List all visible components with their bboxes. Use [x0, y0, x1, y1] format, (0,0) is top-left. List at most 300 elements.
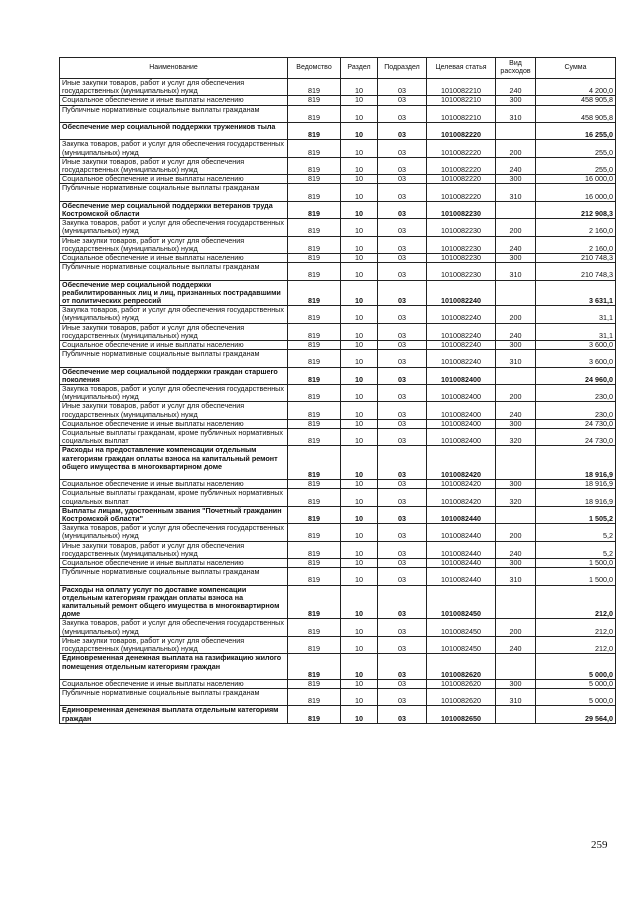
- cell-department: 819: [288, 585, 341, 619]
- cell-department: 819: [288, 219, 341, 236]
- cell-expense-type: 240: [496, 402, 536, 419]
- table-row: [60, 385, 616, 402]
- cell-subsection: 03: [378, 175, 427, 184]
- cell-subsection: 03: [378, 402, 427, 419]
- cell-name: Публичные нормативные социальные выплаты гражданам: [60, 263, 288, 280]
- cell-name: Закупка товаров, работ и услуг для обеспечения государственных (муниципальных) нужд: [60, 619, 288, 636]
- table-row: [60, 506, 616, 523]
- cell-target-article: 1010082620: [427, 654, 496, 680]
- cell-subsection: 03: [378, 323, 427, 340]
- cell-amount: 31,1: [536, 306, 616, 323]
- cell-department: 819: [288, 679, 341, 688]
- cell-target-article: 1010082450: [427, 636, 496, 653]
- cell-subsection: 03: [378, 506, 427, 523]
- cell-subsection: 03: [378, 184, 427, 201]
- table-header-row: [60, 58, 616, 79]
- cell-target-article: 1010082620: [427, 689, 496, 706]
- cell-section: 10: [341, 350, 378, 367]
- cell-name: Социальное обеспечение и иные выплаты населению: [60, 559, 288, 568]
- cell-target-article: 1010082420: [427, 446, 496, 480]
- cell-expense-type: 200: [496, 385, 536, 402]
- cell-section: 10: [341, 706, 378, 723]
- cell-subsection: 03: [378, 341, 427, 350]
- cell-section: 10: [341, 123, 378, 140]
- cell-section: 10: [341, 263, 378, 280]
- table-row: [60, 446, 616, 480]
- cell-target-article: 1010082230: [427, 201, 496, 218]
- cell-amount: 1 505,2: [536, 506, 616, 523]
- cell-name: Обеспечение мер социальной поддержки реабилитированных лиц и лиц, признанных пострадавшими от политических репрессий: [60, 280, 288, 306]
- cell-name: Социальное обеспечение и иные выплаты населению: [60, 175, 288, 184]
- cell-target-article: 1010082240: [427, 323, 496, 340]
- cell-expense-type: [496, 446, 536, 480]
- header-amount: Сумма: [536, 58, 616, 79]
- cell-name: Единовременная денежная выплата на газификацию жилого помещения отдельным категориям граждан: [60, 654, 288, 680]
- cell-amount: 24 730,0: [536, 429, 616, 446]
- cell-section: 10: [341, 175, 378, 184]
- cell-amount: 5,2: [536, 524, 616, 541]
- cell-section: 10: [341, 446, 378, 480]
- cell-name: Расходы на оплату услуг по доставке компенсации отдельным категориям граждан оплаты взноса на капитальный ремонт общего имущества в многоквартирном доме: [60, 585, 288, 619]
- cell-subsection: 03: [378, 568, 427, 585]
- cell-name: Закупка товаров, работ и услуг для обеспечения государственных (муниципальных) нужд: [60, 385, 288, 402]
- cell-target-article: 1010082240: [427, 306, 496, 323]
- cell-section: 10: [341, 201, 378, 218]
- cell-section: 10: [341, 689, 378, 706]
- cell-section: 10: [341, 254, 378, 263]
- cell-subsection: 03: [378, 79, 427, 96]
- cell-department: 819: [288, 184, 341, 201]
- cell-section: 10: [341, 402, 378, 419]
- table-row: [60, 123, 616, 140]
- cell-subsection: 03: [378, 157, 427, 174]
- table-row: [60, 654, 616, 680]
- table-row: [60, 689, 616, 706]
- cell-department: 819: [288, 619, 341, 636]
- cell-amount: 212 908,3: [536, 201, 616, 218]
- cell-amount: 458 905,8: [536, 96, 616, 105]
- cell-department: 819: [288, 341, 341, 350]
- cell-name: Публичные нормативные социальные выплаты гражданам: [60, 350, 288, 367]
- cell-amount: 255,0: [536, 157, 616, 174]
- cell-amount: 1 500,0: [536, 559, 616, 568]
- cell-name: Расходы на предоставление компенсации отдельным категориям граждан оплаты взноса на капитальный ремонт общего имущества в многоквартирном доме: [60, 446, 288, 480]
- cell-name: Иные закупки товаров, работ и услуг для обеспечения государственных (муниципальных) нужд: [60, 636, 288, 653]
- cell-target-article: 1010082240: [427, 341, 496, 350]
- cell-expense-type: 200: [496, 140, 536, 157]
- table-row: [60, 568, 616, 585]
- cell-expense-type: 300: [496, 254, 536, 263]
- cell-name: Закупка товаров, работ и услуг для обеспечения государственных (муниципальных) нужд: [60, 524, 288, 541]
- cell-expense-type: 200: [496, 619, 536, 636]
- header-section: Раздел: [341, 58, 378, 79]
- cell-amount: 212,0: [536, 585, 616, 619]
- cell-target-article: 1010082420: [427, 489, 496, 506]
- cell-expense-type: 300: [496, 96, 536, 105]
- cell-department: 819: [288, 140, 341, 157]
- cell-section: 10: [341, 280, 378, 306]
- table-row: [60, 585, 616, 619]
- cell-section: 10: [341, 429, 378, 446]
- cell-target-article: 1010082440: [427, 568, 496, 585]
- cell-amount: 2 160,0: [536, 219, 616, 236]
- cell-amount: 2 160,0: [536, 236, 616, 253]
- cell-name: Социальные выплаты гражданам, кроме публичных нормативных социальных выплат: [60, 489, 288, 506]
- cell-name: Иные закупки товаров, работ и услуг для обеспечения государственных (муниципальных) нужд: [60, 323, 288, 340]
- cell-department: 819: [288, 350, 341, 367]
- cell-section: 10: [341, 157, 378, 174]
- table-row: [60, 236, 616, 253]
- table-row: [60, 105, 616, 122]
- cell-target-article: 1010082440: [427, 559, 496, 568]
- cell-target-article: 1010082400: [427, 367, 496, 384]
- cell-target-article: 1010082400: [427, 429, 496, 446]
- table-row: [60, 263, 616, 280]
- cell-amount: 24 960,0: [536, 367, 616, 384]
- cell-amount: 16 000,0: [536, 184, 616, 201]
- cell-target-article: 1010082230: [427, 219, 496, 236]
- cell-section: 10: [341, 480, 378, 489]
- cell-section: 10: [341, 636, 378, 653]
- cell-subsection: 03: [378, 489, 427, 506]
- cell-expense-type: 320: [496, 429, 536, 446]
- cell-amount: 3 600,0: [536, 350, 616, 367]
- cell-name: Социальные выплаты гражданам, кроме публичных нормативных социальных выплат: [60, 429, 288, 446]
- cell-target-article: 1010082230: [427, 263, 496, 280]
- header-subsection: Подраздел: [378, 58, 427, 79]
- cell-target-article: 1010082420: [427, 480, 496, 489]
- cell-name: Закупка товаров, работ и услуг для обеспечения государственных (муниципальных) нужд: [60, 140, 288, 157]
- cell-amount: 458 905,8: [536, 105, 616, 122]
- cell-expense-type: [496, 654, 536, 680]
- cell-name: Выплаты лицам, удостоенным звания "Почетный гражданин Костромской области": [60, 506, 288, 523]
- table-row: [60, 402, 616, 419]
- cell-expense-type: [496, 585, 536, 619]
- cell-amount: 29 564,0: [536, 706, 616, 723]
- cell-expense-type: 310: [496, 350, 536, 367]
- cell-subsection: 03: [378, 254, 427, 263]
- cell-department: 819: [288, 706, 341, 723]
- cell-target-article: 1010082230: [427, 254, 496, 263]
- cell-section: 10: [341, 585, 378, 619]
- cell-amount: 3 600,0: [536, 341, 616, 350]
- cell-subsection: 03: [378, 559, 427, 568]
- cell-expense-type: [496, 506, 536, 523]
- table-row: [60, 201, 616, 218]
- table-row: [60, 280, 616, 306]
- cell-department: 819: [288, 306, 341, 323]
- cell-expense-type: 310: [496, 184, 536, 201]
- cell-expense-type: [496, 201, 536, 218]
- cell-name: Иные закупки товаров, работ и услуг для обеспечения государственных (муниципальных) нужд: [60, 157, 288, 174]
- cell-section: 10: [341, 568, 378, 585]
- cell-section: 10: [341, 654, 378, 680]
- table-row: [60, 419, 616, 428]
- cell-expense-type: 300: [496, 679, 536, 688]
- cell-section: 10: [341, 184, 378, 201]
- cell-expense-type: [496, 123, 536, 140]
- cell-subsection: 03: [378, 123, 427, 140]
- cell-department: 819: [288, 559, 341, 568]
- cell-section: 10: [341, 419, 378, 428]
- cell-department: 819: [288, 236, 341, 253]
- cell-department: 819: [288, 489, 341, 506]
- cell-expense-type: 240: [496, 157, 536, 174]
- table-row: [60, 175, 616, 184]
- cell-section: 10: [341, 341, 378, 350]
- table-row: [60, 341, 616, 350]
- cell-subsection: 03: [378, 350, 427, 367]
- table-row: [60, 254, 616, 263]
- cell-section: 10: [341, 306, 378, 323]
- cell-department: 819: [288, 367, 341, 384]
- cell-expense-type: 240: [496, 636, 536, 653]
- cell-department: 819: [288, 524, 341, 541]
- cell-subsection: 03: [378, 280, 427, 306]
- cell-department: 819: [288, 105, 341, 122]
- table-row: [60, 184, 616, 201]
- cell-amount: 18 916,9: [536, 480, 616, 489]
- table-row: [60, 706, 616, 723]
- table-row: [60, 96, 616, 105]
- cell-target-article: 1010082400: [427, 402, 496, 419]
- cell-amount: 212,0: [536, 619, 616, 636]
- cell-department: 819: [288, 541, 341, 558]
- cell-expense-type: 310: [496, 689, 536, 706]
- table-row: [60, 636, 616, 653]
- cell-amount: 5 000,0: [536, 654, 616, 680]
- cell-expense-type: 200: [496, 219, 536, 236]
- cell-subsection: 03: [378, 236, 427, 253]
- cell-section: 10: [341, 524, 378, 541]
- table-row: [60, 524, 616, 541]
- cell-section: 10: [341, 236, 378, 253]
- cell-amount: 5,2: [536, 541, 616, 558]
- cell-subsection: 03: [378, 480, 427, 489]
- table-row: [60, 140, 616, 157]
- cell-subsection: 03: [378, 446, 427, 480]
- cell-amount: 1 500,0: [536, 568, 616, 585]
- cell-amount: 24 730,0: [536, 419, 616, 428]
- cell-amount: 18 916,9: [536, 446, 616, 480]
- cell-department: 819: [288, 419, 341, 428]
- cell-amount: 3 631,1: [536, 280, 616, 306]
- cell-name: Закупка товаров, работ и услуг для обеспечения государственных (муниципальных) нужд: [60, 306, 288, 323]
- header-name: Наименование: [60, 58, 288, 79]
- cell-department: 819: [288, 201, 341, 218]
- cell-department: 819: [288, 568, 341, 585]
- cell-target-article: 1010082440: [427, 541, 496, 558]
- cell-target-article: 1010082620: [427, 679, 496, 688]
- cell-department: 819: [288, 402, 341, 419]
- cell-target-article: 1010082240: [427, 280, 496, 306]
- cell-section: 10: [341, 489, 378, 506]
- table-row: [60, 679, 616, 688]
- cell-name: Социальное обеспечение и иные выплаты населению: [60, 480, 288, 489]
- cell-department: 819: [288, 263, 341, 280]
- table-row: [60, 79, 616, 96]
- table-row: [60, 559, 616, 568]
- cell-subsection: 03: [378, 524, 427, 541]
- cell-expense-type: 200: [496, 524, 536, 541]
- table-row: [60, 429, 616, 446]
- cell-expense-type: 300: [496, 559, 536, 568]
- cell-name: Публичные нормативные социальные выплаты гражданам: [60, 105, 288, 122]
- cell-department: 819: [288, 175, 341, 184]
- cell-target-article: 1010082220: [427, 123, 496, 140]
- cell-department: 819: [288, 506, 341, 523]
- cell-department: 819: [288, 280, 341, 306]
- cell-subsection: 03: [378, 306, 427, 323]
- cell-subsection: 03: [378, 219, 427, 236]
- cell-target-article: 1010082450: [427, 585, 496, 619]
- cell-subsection: 03: [378, 429, 427, 446]
- cell-department: 819: [288, 79, 341, 96]
- cell-section: 10: [341, 79, 378, 96]
- cell-subsection: 03: [378, 654, 427, 680]
- cell-expense-type: 310: [496, 105, 536, 122]
- cell-expense-type: 320: [496, 489, 536, 506]
- cell-subsection: 03: [378, 619, 427, 636]
- cell-target-article: 1010082240: [427, 350, 496, 367]
- cell-department: 819: [288, 123, 341, 140]
- cell-section: 10: [341, 96, 378, 105]
- table-row: [60, 619, 616, 636]
- cell-target-article: 1010082210: [427, 79, 496, 96]
- cell-amount: 210 748,3: [536, 254, 616, 263]
- cell-name: Иные закупки товаров, работ и услуг для обеспечения государственных (муниципальных) нужд: [60, 402, 288, 419]
- cell-subsection: 03: [378, 201, 427, 218]
- cell-name: Социальное обеспечение и иные выплаты населению: [60, 254, 288, 263]
- cell-subsection: 03: [378, 679, 427, 688]
- cell-name: Обеспечение мер социальной поддержки граждан старшего поколения: [60, 367, 288, 384]
- cell-section: 10: [341, 619, 378, 636]
- table-body: [60, 79, 616, 724]
- cell-expense-type: 310: [496, 263, 536, 280]
- cell-subsection: 03: [378, 263, 427, 280]
- cell-name: Социальное обеспечение и иные выплаты населению: [60, 96, 288, 105]
- page-number: 259: [591, 839, 608, 851]
- table-row: [60, 480, 616, 489]
- cell-department: 819: [288, 480, 341, 489]
- header-expense-type: Вид расходов: [496, 58, 536, 79]
- cell-target-article: 1010082650: [427, 706, 496, 723]
- cell-department: 819: [288, 254, 341, 263]
- cell-subsection: 03: [378, 706, 427, 723]
- cell-target-article: 1010082400: [427, 419, 496, 428]
- cell-subsection: 03: [378, 385, 427, 402]
- cell-expense-type: 300: [496, 480, 536, 489]
- cell-expense-type: 310: [496, 568, 536, 585]
- cell-target-article: 1010082440: [427, 506, 496, 523]
- cell-name: Публичные нормативные социальные выплаты гражданам: [60, 689, 288, 706]
- cell-name: Единовременная денежная выплата отдельным категориям граждан: [60, 706, 288, 723]
- cell-amount: 4 200,0: [536, 79, 616, 96]
- cell-amount: 230,0: [536, 402, 616, 419]
- cell-amount: 16 255,0: [536, 123, 616, 140]
- table-row: [60, 323, 616, 340]
- cell-section: 10: [341, 105, 378, 122]
- cell-department: 819: [288, 446, 341, 480]
- cell-target-article: 1010082220: [427, 157, 496, 174]
- cell-expense-type: 300: [496, 419, 536, 428]
- cell-section: 10: [341, 385, 378, 402]
- budget-table: [59, 57, 616, 724]
- cell-department: 819: [288, 636, 341, 653]
- cell-target-article: 1010082220: [427, 184, 496, 201]
- cell-amount: 230,0: [536, 385, 616, 402]
- cell-section: 10: [341, 679, 378, 688]
- cell-name: Обеспечение мер социальной поддержки ветеранов труда Костромской области: [60, 201, 288, 218]
- cell-subsection: 03: [378, 541, 427, 558]
- cell-section: 10: [341, 323, 378, 340]
- table-row: [60, 367, 616, 384]
- cell-subsection: 03: [378, 105, 427, 122]
- table-row: [60, 306, 616, 323]
- cell-name: Публичные нормативные социальные выплаты гражданам: [60, 568, 288, 585]
- cell-section: 10: [341, 219, 378, 236]
- cell-target-article: 1010082400: [427, 385, 496, 402]
- cell-target-article: 1010082220: [427, 140, 496, 157]
- cell-section: 10: [341, 367, 378, 384]
- cell-section: 10: [341, 506, 378, 523]
- cell-expense-type: 240: [496, 79, 536, 96]
- cell-target-article: 1010082450: [427, 619, 496, 636]
- cell-expense-type: 240: [496, 323, 536, 340]
- cell-amount: 255,0: [536, 140, 616, 157]
- cell-department: 819: [288, 689, 341, 706]
- cell-expense-type: 200: [496, 306, 536, 323]
- cell-target-article: 1010082220: [427, 175, 496, 184]
- cell-department: 819: [288, 323, 341, 340]
- cell-expense-type: [496, 280, 536, 306]
- cell-subsection: 03: [378, 636, 427, 653]
- cell-expense-type: 240: [496, 236, 536, 253]
- cell-name: Иные закупки товаров, работ и услуг для обеспечения государственных (муниципальных) нужд: [60, 541, 288, 558]
- cell-amount: 31,1: [536, 323, 616, 340]
- cell-amount: 5 000,0: [536, 689, 616, 706]
- cell-expense-type: 300: [496, 341, 536, 350]
- cell-subsection: 03: [378, 585, 427, 619]
- table-row: [60, 541, 616, 558]
- cell-amount: 16 000,0: [536, 175, 616, 184]
- cell-subsection: 03: [378, 140, 427, 157]
- cell-name: Закупка товаров, работ и услуг для обеспечения государственных (муниципальных) нужд: [60, 219, 288, 236]
- table-row: [60, 157, 616, 174]
- cell-name: Иные закупки товаров, работ и услуг для обеспечения государственных (муниципальных) нужд: [60, 79, 288, 96]
- cell-name: Социальное обеспечение и иные выплаты населению: [60, 679, 288, 688]
- cell-amount: 210 748,3: [536, 263, 616, 280]
- cell-name: Социальное обеспечение и иные выплаты населению: [60, 341, 288, 350]
- cell-amount: 212,0: [536, 636, 616, 653]
- cell-amount: 18 916,9: [536, 489, 616, 506]
- cell-target-article: 1010082210: [427, 105, 496, 122]
- cell-subsection: 03: [378, 367, 427, 384]
- cell-target-article: 1010082210: [427, 96, 496, 105]
- cell-section: 10: [341, 559, 378, 568]
- cell-name: Иные закупки товаров, работ и услуг для обеспечения государственных (муниципальных) нужд: [60, 236, 288, 253]
- cell-section: 10: [341, 140, 378, 157]
- cell-department: 819: [288, 96, 341, 105]
- cell-subsection: 03: [378, 96, 427, 105]
- cell-section: 10: [341, 541, 378, 558]
- cell-department: 819: [288, 429, 341, 446]
- header-target-article: Целевая статья: [427, 58, 496, 79]
- table-row: [60, 350, 616, 367]
- cell-department: 819: [288, 385, 341, 402]
- cell-expense-type: 300: [496, 175, 536, 184]
- cell-expense-type: [496, 367, 536, 384]
